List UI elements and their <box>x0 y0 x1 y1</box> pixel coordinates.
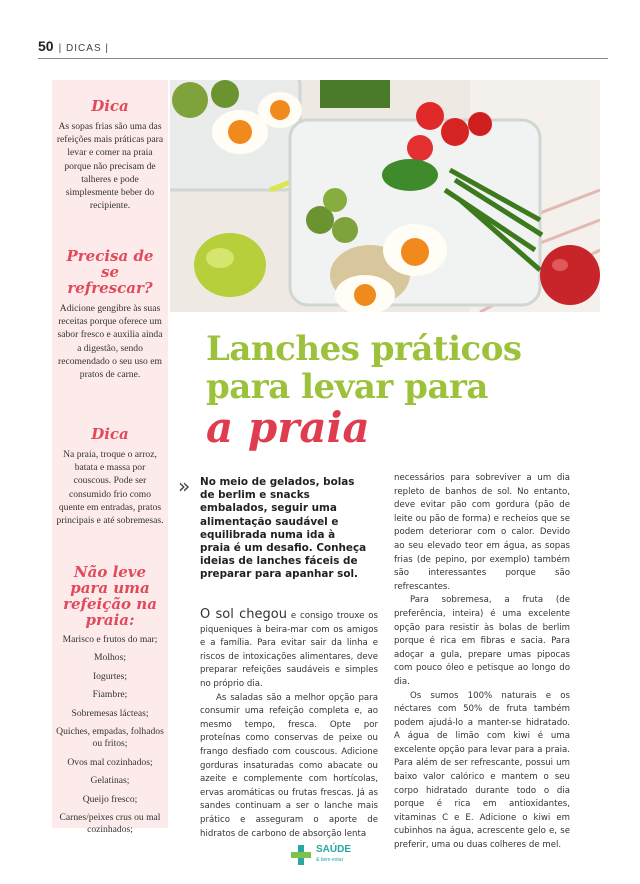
list-item: Carnes/peixes crus ou mal cozinhados; <box>59 812 161 836</box>
title-line-3: a praia <box>206 403 370 452</box>
paragraph <box>200 608 378 692</box>
body-column-2 <box>394 472 570 853</box>
list-item: Sobremesas lácteas; <box>71 707 149 719</box>
tip-text: Adicione gengibre às suas receitas porque oferece um sabor fresco e auxilia ainda a digestão, sendo recomendado o seu uso em pratos de carne. <box>57 303 163 381</box>
list-item: Quiches, empadas, folhados ou fritos; <box>56 726 164 750</box>
paragraph: necessários para sobreviver a um dia repleto de banhos de sol. No entanto, deve evitar pão com gordura (pão de leite ou pão de forma) e recheios que se podem deteriorar com o calor. Devido ao seu elevado teor em água, as sopas frias (de pepino, por exemplo) também são interessantes porque são refrescantes. <box>394 473 570 592</box>
tip-title: Não leve para uma refeição na praia: <box>63 563 157 629</box>
chevron-right-icon: » <box>178 474 191 498</box>
tips-sidebar <box>52 80 168 836</box>
page-number: 50 <box>38 38 54 54</box>
brand-name: SAÚDE <box>316 844 352 855</box>
tip-box-1 <box>56 98 164 212</box>
tip-box-3 <box>56 426 164 527</box>
lunchbox-photo <box>170 80 600 312</box>
page-header <box>38 36 608 59</box>
list-item: Ovos mal cozinhados; <box>67 756 153 768</box>
section-label: | DICAS | <box>58 43 109 54</box>
title-line-2: para levar para <box>206 367 488 407</box>
opening-words: O sol chegou <box>200 607 287 622</box>
list-item: Fiambre; <box>92 689 128 701</box>
paragraph-text: e consigo trouxe os piqueniques à beira-mar com os amigos e a família. Para evitar sair da linha e riscos de intoxicações alimentares, deve preparar refeições saudáveis e simples no próprio dia. <box>200 611 378 689</box>
list-item: Gelatinas; <box>90 775 130 787</box>
brand-tagline: & bem-estar <box>316 857 344 863</box>
list-item: Molhos; <box>94 652 126 664</box>
body-column-1 <box>200 608 378 841</box>
paragraph: Para sobremesa, a fruta (de preferência, inteira) é uma excelente opção para resistir às bolas de berlim porque é rica em fibras e sacia. Para adoçar a gula, prepare umas pipocas com pouco óleo e petisque ao longo do dia. <box>394 595 570 687</box>
list-item: Queijo fresco; <box>82 793 138 805</box>
tip-text: As sopas frias são uma das refeições mais práticas para levar e comer na praia porque não precisam de talheres e pode simplesmente beber do recipiente. <box>56 121 164 212</box>
tip-text: Na praia, troque o arroz, batata e massa por couscous. Pode ser consumido frio como quente em entradas, pratos principais e até sobremesas. <box>56 449 164 527</box>
list-item: Marisco e frutos do mar; <box>62 634 158 645</box>
tip-title: Dica <box>91 97 129 115</box>
food-illustration <box>170 80 600 312</box>
plus-icon <box>290 844 312 866</box>
footer-logo <box>290 842 360 868</box>
list-item: Iogurtes; <box>92 670 128 682</box>
lead-paragraph: No meio de gelados, bolas de berlim e snacks embalados, seguir uma alimentação saudável e equilibrada numa ida à praia é um desafio. Conheça ideias de lanches fáceis de preparar para apanhar sol. <box>200 476 367 581</box>
tip-box-4 <box>56 564 164 843</box>
tip-title: Precisa de se refrescar? <box>66 247 154 297</box>
article-title <box>206 330 606 450</box>
title-line-1: Lanches práticos <box>206 329 522 369</box>
avoid-list <box>56 634 164 837</box>
paragraph: Os sumos 100% naturais e os néctares com 50% de fruta também podem ajudá-lo a manter-se hidratado. A água de limão com kiwi é uma excelente opção para levar para a praia. Para além de ser refrescante, possui um baixo valor calórico e mantem o seu corpo hidratado durante todo o dia porque é rica em antioxidantes, vitaminas C e E. Adicione o kiwi em cubinhos na água, acrescente gelo e, se preferir, uma ou duas colheres de mel. <box>394 690 570 851</box>
tip-title: Dica <box>91 425 129 443</box>
paragraph: As saladas são a melhor opção para consumir uma refeição completa e, ao mesmo tempo, fresca. Opte por proteínas como conservas de peixe ou frango desfiado com couscous. Adicione gorduras insaturadas como abacate ou azeite e complemente com hortícolas, ervas aromáticas ou frutas frescas. Já as sandes continuam a ser o lanche mais prático e asseguram o aporte de hidratos de carbono de absorção lenta <box>200 692 378 839</box>
tip-box-2 <box>56 248 164 381</box>
